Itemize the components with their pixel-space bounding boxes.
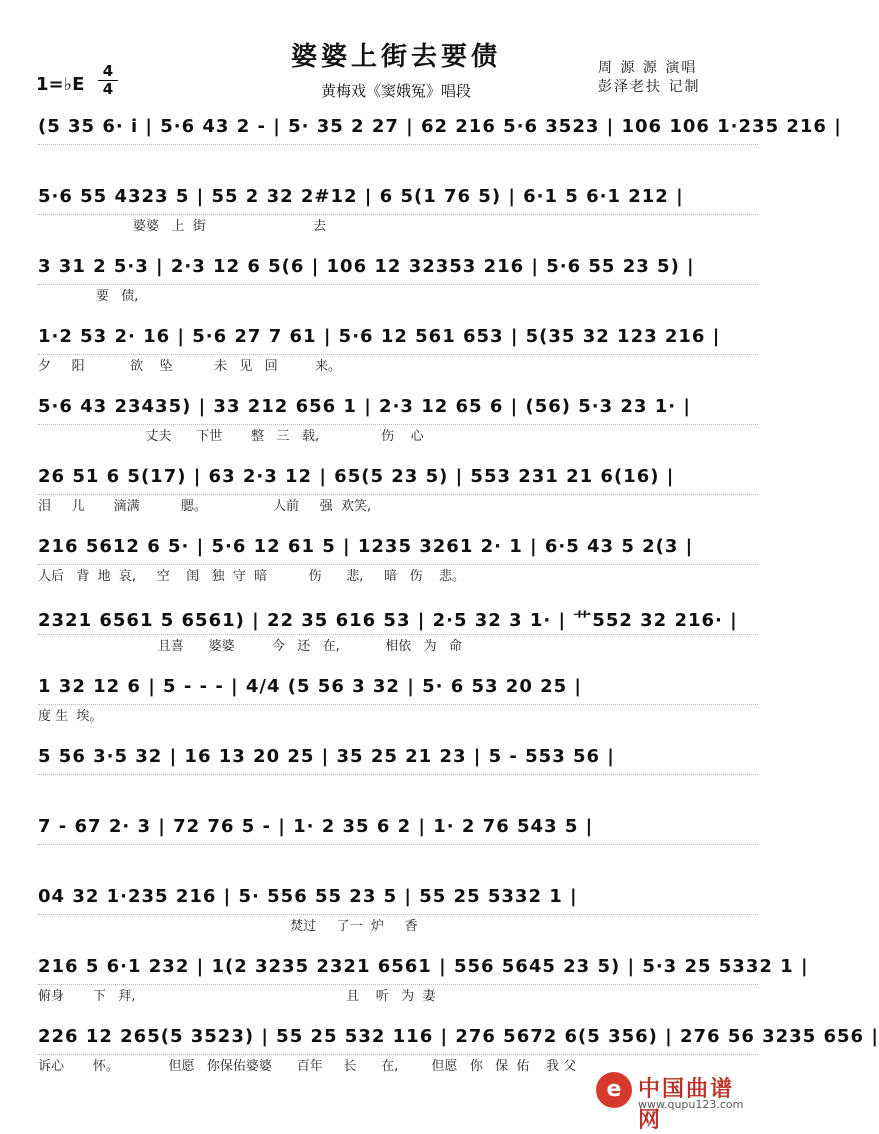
key-signature: 1=♭E [36, 74, 85, 95]
time-signature-bottom: 4 [102, 80, 114, 98]
staff-row [38, 326, 758, 375]
page-title: 婆婆上街去要债 [290, 42, 501, 72]
staff-row [38, 1026, 879, 1075]
staff-notes: 04 32 1·235 216 | 5· 556 55 23 5 | 55 25 5332 1 | [38, 886, 758, 915]
staff-row [38, 816, 758, 865]
staff-notes: 1·2 53 2· 16 | 5·6 27 7 61 | 5·6 12 561 653 | 5(35 32 123 216 | [38, 326, 758, 355]
watermark-url: www.qupu123.com [638, 1098, 744, 1111]
staff-notes: 226 12 265(5 3523) | 55 25 532 116 | 276 5672 6(5 356) | 276 56 3235 656 | [38, 1026, 758, 1055]
watermark-logo: e [596, 1072, 632, 1108]
staff-row [38, 886, 758, 935]
staff-lyrics [38, 845, 758, 865]
staff-row [38, 746, 758, 795]
staff-lyrics: 俯身 下 拜, 且 听 为 妻 [38, 989, 436, 1004]
staff-row [38, 466, 758, 515]
staff-lyrics: 诉心 怀。 但愿 你保佑婆婆 百年 长 在, 但愿 你 保 佑 我 父 [38, 1059, 577, 1074]
credit-performer: 周 源 源 演唱 [598, 60, 698, 76]
staff-notes: 2321 6561 5 6561) | 22 35 616 53 | 2·5 32 3 1· | 艹552 32 216· | [38, 606, 758, 635]
staff-notes: 7 - 67 2· 3 | 72 76 5 - | 1· 2 35 6 2 | 1· 2 76 543 5 | [38, 816, 758, 845]
watermark [596, 1072, 756, 1133]
staff-row [38, 396, 758, 445]
staff-notes: 1 32 12 6 | 5 - - - | 4/4 (5 56 3 32 | 5· 6 53 20 25 | [38, 676, 758, 705]
staff-notes: 26 51 6 5(17) | 63 2·3 12 | 65(5 23 5) | 553 231 21 6(16) | [38, 466, 758, 495]
staff-notes: 5 56 3·5 32 | 16 13 20 25 | 35 25 21 23 | 5 - 553 56 | [38, 746, 758, 775]
staff-lyrics: 丈夫 下世 整 三 载, 伤 心 [38, 429, 424, 444]
staff-lyrics: 婆婆 上 街 去 [38, 219, 327, 234]
time-signature [98, 64, 118, 97]
staff-notes: 3 31 2 5·3 | 2·3 12 6 5(6 | 106 12 32353 216 | 5·6 55 23 5) | [38, 256, 758, 285]
staff-row [38, 536, 758, 585]
staff-lyrics: 且喜 婆婆 今 还 在, 相依 为 命 [38, 639, 462, 654]
page-subtitle: 黄梅戏《窦娥冤》唱段 [320, 82, 471, 100]
staff-lyrics [38, 145, 758, 165]
staff-lyrics [38, 775, 758, 795]
staff-row [38, 956, 809, 1005]
staff-notes: 5·6 43 23435) | 33 212 656 1 | 2·3 12 65 6 | (56) 5·3 23 1· | [38, 396, 758, 425]
staff-notes: 216 5612 6 5· | 5·6 12 61 5 | 1235 3261 2· 1 | 6·5 43 5 2(3 | [38, 536, 758, 565]
staff-lyrics: 要 债, [38, 289, 139, 304]
staff-lyrics: 泪 儿 滴满 腮。 人前 强 欢笑, [38, 499, 372, 514]
staff-notes: 216 5 6·1 232 | 1(2 3235 2321 6561 | 556 5645 23 5) | 5·3 25 5332 1 | [38, 956, 758, 985]
credit-transcriber: 彭泽老扶 记制 [598, 79, 701, 95]
staff-lyrics: 夕 阳 欲 坠 未 见 回 来。 [38, 359, 341, 374]
staff-lyrics: 焚过 了一 炉 香 [38, 919, 418, 934]
watermark-name: 中国曲谱网 [638, 1077, 735, 1133]
staff-row [38, 116, 842, 165]
staff-notes: 5·6 55 4323 5 | 55 2 32 2#12 | 6 5(1 76 5) | 6·1 5 6·1 212 | [38, 186, 758, 215]
staff-row [38, 606, 758, 655]
staff-notes: (5 35 6· i | 5·6 43 2 - | 5· 35 2 27 | 62 216 5·6 3523 | 106 106 1·235 216 | [38, 116, 758, 145]
staff-row [38, 256, 758, 305]
staff-lyrics: 人后 背 地 哀, 空 闺 独 守 暗 伤 悲, 暗 伤 悲。 [38, 569, 466, 584]
time-signature-top: 4 [102, 62, 114, 80]
staff-lyrics: 度 生 埃。 [38, 709, 103, 724]
staff-row [38, 186, 758, 235]
staff-row [38, 676, 758, 725]
